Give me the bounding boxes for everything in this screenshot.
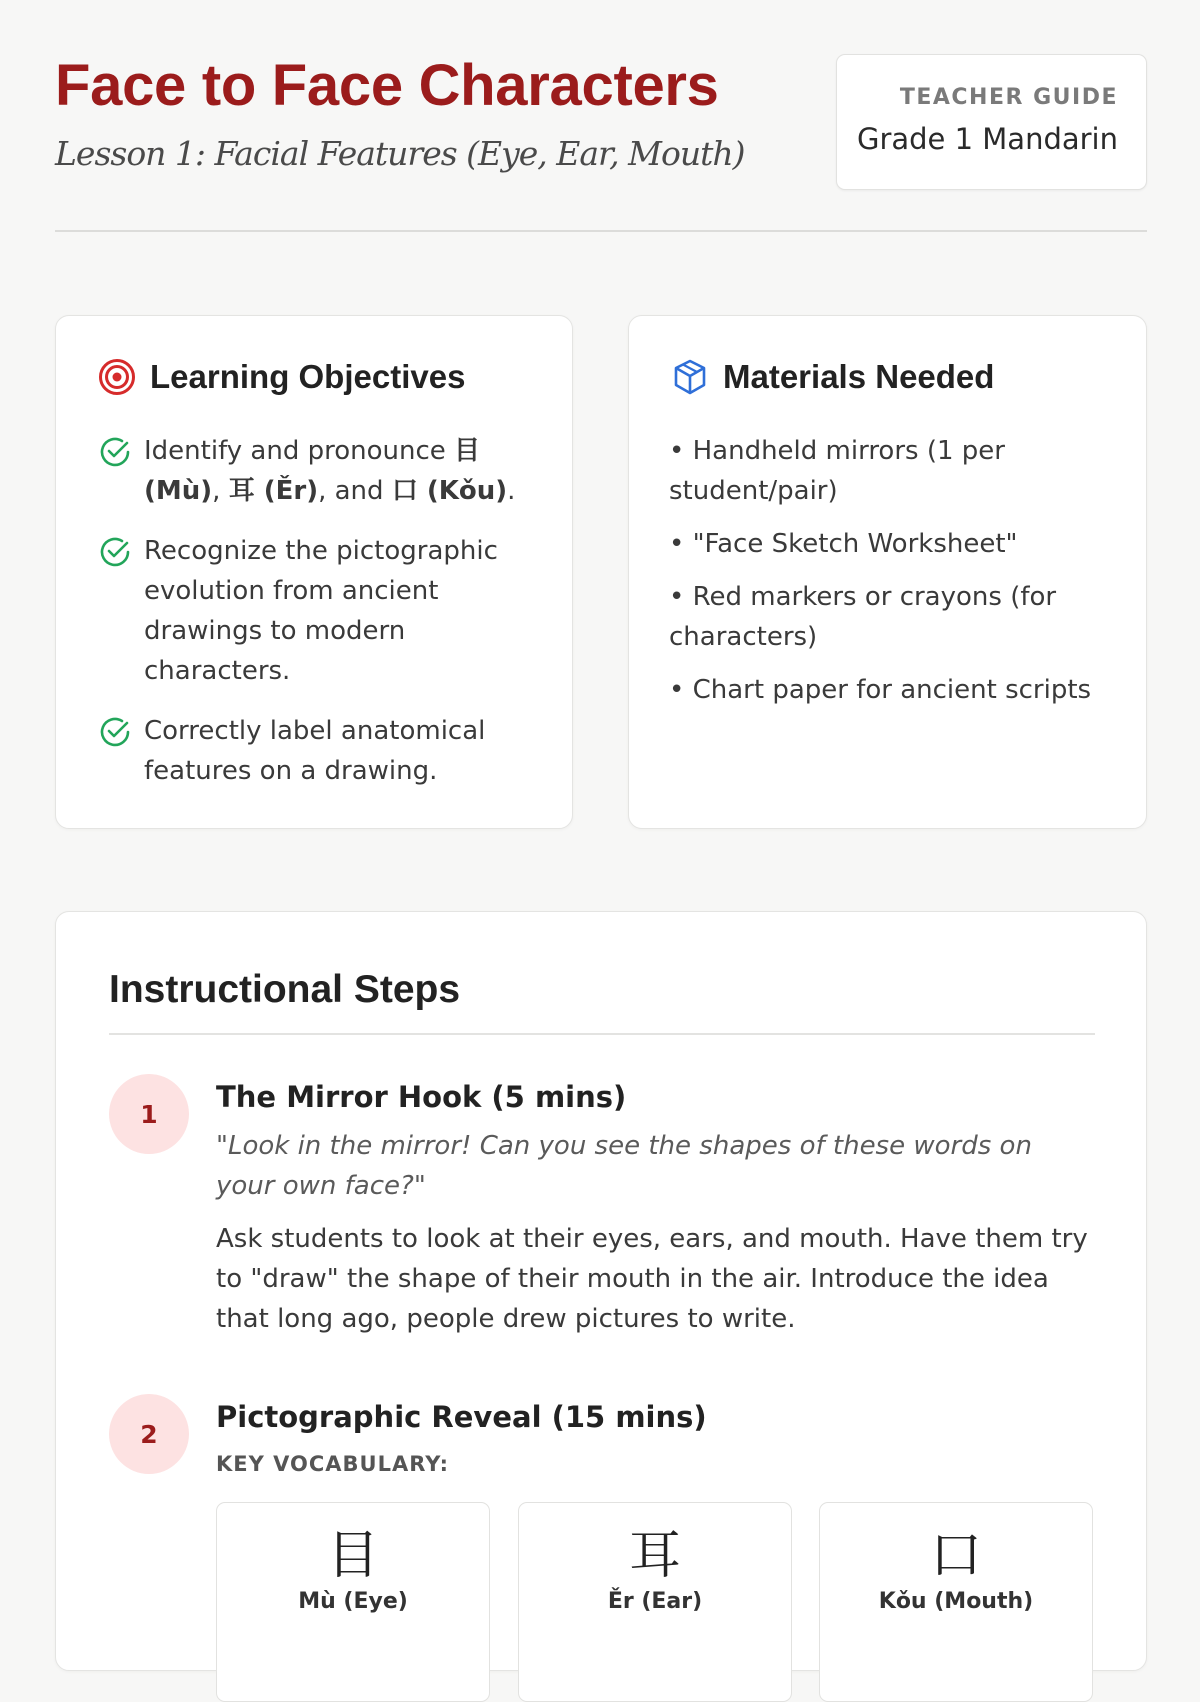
step-number-badge: 2: [109, 1394, 189, 1474]
objective-text: Correctly label anatomical features on a drawing.: [144, 716, 486, 786]
material-item: • Red markers or crayons (for characters): [669, 582, 1057, 652]
vocab-character: 目: [326, 1526, 379, 1586]
material-item: • "Face Sketch Worksheet": [669, 529, 1018, 559]
materials-list: [669, 431, 1099, 723]
page-title: Face to Face Characters: [55, 53, 719, 118]
steps-heading: Instructional Steps: [109, 968, 461, 1011]
guide-grade: Grade 1 Mandarin: [856, 122, 1118, 156]
step-number-badge: 1: [109, 1074, 189, 1154]
objective-item: [98, 531, 518, 691]
materials-card: [628, 315, 1147, 829]
check-circle-icon: [98, 535, 132, 569]
objective-item: [98, 431, 518, 511]
instructional-steps-card: [55, 911, 1147, 1671]
materials-heading: Materials Needed: [723, 358, 995, 395]
learning-objectives-card: [55, 315, 573, 829]
check-circle-icon: [98, 715, 132, 749]
objective-text: Recognize the pictographic evolution from ancient drawings to modern characters.: [144, 536, 498, 686]
objective-item: [98, 711, 518, 791]
guide-label: TEACHER GUIDE: [899, 85, 1118, 110]
teacher-guide-badge: [836, 54, 1147, 190]
step-description: Ask students to look at their eyes, ears, and mouth. Have them try to "draw" the shape of their mouth in the air. Introduce the idea that long ago, people drew pictures to write.: [216, 1224, 1088, 1334]
cube-icon: [671, 358, 709, 396]
vocab-card-ear: [518, 1502, 792, 1702]
lesson-subtitle: Lesson 1: Facial Features (Eye, Ear, Mouth): [55, 134, 745, 173]
vocab-character: 耳: [628, 1526, 681, 1586]
target-icon: [98, 358, 136, 396]
vocab-name: Mù (Eye): [298, 1589, 408, 1614]
vocab-card-mouth: [819, 1502, 1093, 1702]
steps-divider: [109, 1033, 1095, 1035]
material-item: • Handheld mirrors (1 per student/pair): [669, 436, 1005, 506]
objective-text: Identify and pronounce 目 (Mù), 耳 (Ěr), and 口 (Kǒu).: [144, 436, 516, 506]
header-divider: [55, 230, 1147, 232]
material-item: • Chart paper for ancient scripts: [669, 675, 1092, 705]
vocab-name: Ěr (Ear): [607, 1589, 703, 1614]
vocab-name: Kǒu (Mouth): [878, 1589, 1034, 1614]
check-circle-icon: [98, 435, 132, 469]
step-title: Pictographic Reveal (15 mins): [216, 1400, 707, 1434]
objectives-heading: Learning Objectives: [150, 358, 466, 395]
step-quote: "Look in the mirror! Can you see the shapes of these words on your own face?": [216, 1131, 1032, 1201]
vocab-label: KEY VOCABULARY:: [216, 1452, 450, 1476]
vocab-card-eye: [216, 1502, 490, 1702]
vocab-character: 口: [929, 1526, 982, 1586]
step-title: The Mirror Hook (5 mins): [216, 1080, 627, 1114]
objectives-list: [98, 431, 518, 811]
